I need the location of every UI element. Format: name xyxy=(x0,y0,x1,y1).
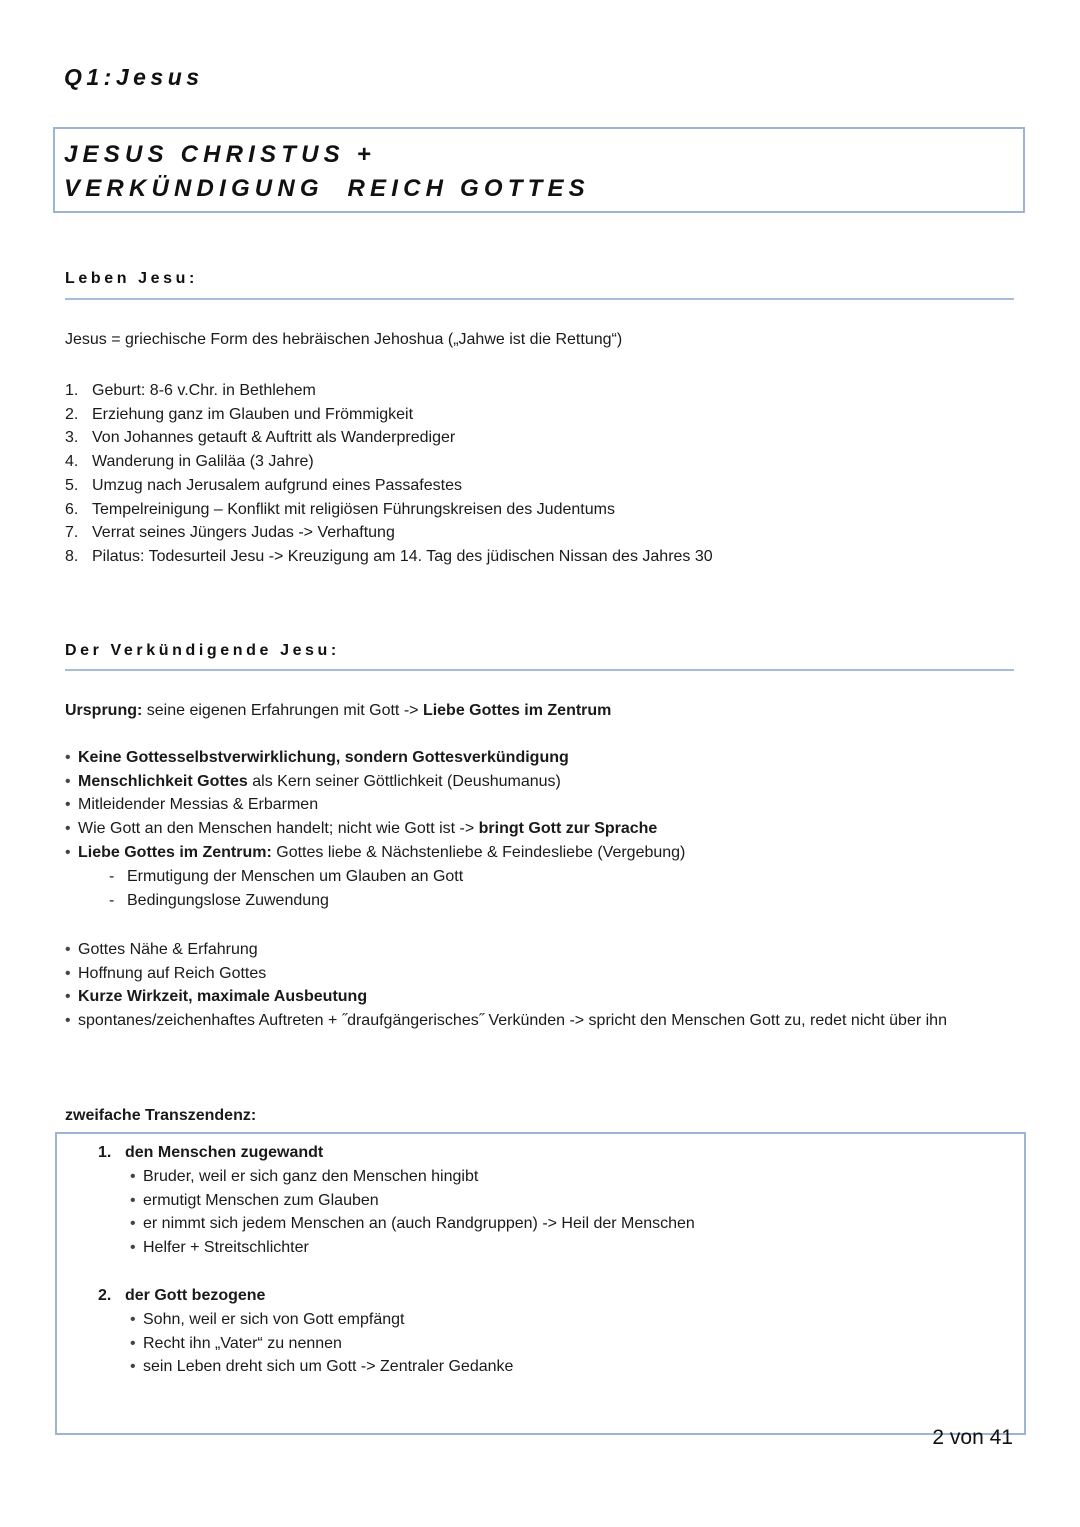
list-item: 7. Verrat seines Jüngers Judas -> Verhaftung xyxy=(65,524,395,542)
list-item: • spontanes/zeichenhaftes Auftreten + ˝draufgängerisches˝ Verkünden -> spricht den Menschen Gott zu, redet nicht über ihn xyxy=(65,1009,947,1033)
bullet-icon: • xyxy=(65,843,71,861)
dash-icon: - xyxy=(109,868,115,885)
leben-list xyxy=(65,379,713,569)
dash-icon: - xyxy=(109,891,115,909)
transzendenz-heading: zweifache Transzendenz: xyxy=(65,1107,257,1124)
list-item: - Bedingungslose Zuwendung xyxy=(109,889,463,913)
section-heading-verkuendigende: Der Verkündigende Jesu: xyxy=(65,642,340,659)
section-divider xyxy=(65,669,1014,671)
bullet-icon: • xyxy=(130,1215,136,1233)
bullet-icon: • xyxy=(65,988,71,1006)
list-item: • Kurze Wirkzeit, maximale Ausbeutung xyxy=(65,985,947,1009)
list-item: • Liebe Gottes im Zentrum: Gottes liebe & Nächstenliebe & Feindesliebe (Vergebung) xyxy=(65,841,685,865)
bullet-icon: • xyxy=(65,749,71,766)
list-item: 5. Umzug nach Jerusalem aufgrund eines Passafestes xyxy=(65,476,462,494)
list-item: • Gottes Nähe & Erfahrung xyxy=(65,938,947,962)
bullet-icon: • xyxy=(130,1334,136,1352)
section-divider xyxy=(65,298,1014,300)
main-title-line-2: VERKÜNDIGUNG REICH GOTTES xyxy=(64,175,590,202)
verkuendigende-bullets-1 xyxy=(65,746,685,865)
main-title-line-1: JESUS CHRISTUS + xyxy=(64,141,376,168)
page-number: 2 von 41 xyxy=(932,1426,1013,1449)
list-item: • Keine Gottesselbstverwirklichung, sondern Gottesverkündigung xyxy=(65,746,685,770)
transzendenz-group-title: 2. der Gott bezogene xyxy=(98,1287,266,1304)
list-item: 8. Pilatus: Todesurteil Jesu -> Kreuzigung am 14. Tag des jüdischen Nissan des Jahres 30 xyxy=(65,547,713,565)
list-item: • Wie Gott an den Menschen handelt; nicht wie Gott ist -> bringt Gott zur Sprache xyxy=(65,817,685,841)
list-item: 6. Tempelreinigung – Konflikt mit religiösen Führungskreisen des Judentums xyxy=(65,500,615,518)
bullet-icon: • xyxy=(130,1239,136,1257)
list-item: 3. Von Johannes getauft & Auftritt als Wanderprediger xyxy=(65,429,456,447)
bullet-icon: • xyxy=(65,772,71,790)
list-item: • ermutigt Menschen zum Glauben xyxy=(130,1189,695,1213)
list-item: 1. Geburt: 8-6 v.Chr. in Bethlehem xyxy=(65,382,316,399)
bullet-icon: • xyxy=(130,1168,136,1185)
transzendenz-group-1-items xyxy=(130,1165,695,1260)
list-item: • Hoffnung auf Reich Gottes xyxy=(65,962,947,986)
transzendenz-group-2-items xyxy=(130,1308,513,1379)
list-item: • er nimmt sich jedem Menschen an (auch Randgruppen) -> Heil der Menschen xyxy=(130,1212,695,1236)
list-item: - Ermutigung der Menschen um Glauben an Gott xyxy=(109,865,463,889)
section-heading-leben: Leben Jesu: xyxy=(65,270,198,287)
bullet-icon: • xyxy=(65,1012,71,1030)
list-item: • Mitleidender Messias & Erbarmen xyxy=(65,793,685,817)
bullet-icon: • xyxy=(130,1311,136,1328)
bullet-icon: • xyxy=(65,796,71,814)
list-item: 4. Wanderung in Galiläa (3 Jahre) xyxy=(65,453,314,471)
bullet-icon: • xyxy=(65,820,71,838)
ursprung-line: Ursprung: seine eigenen Erfahrungen mit Gott -> Liebe Gottes im Zentrum xyxy=(65,702,612,719)
bullet-icon: • xyxy=(65,964,71,982)
list-item: • sein Leben dreht sich um Gott -> Zentraler Gedanke xyxy=(130,1355,513,1379)
list-item: • Helfer + Streitschlichter xyxy=(130,1236,695,1260)
course-title: Q1:Jesus xyxy=(64,64,204,90)
leben-intro: Jesus = griechische Form des hebräischen Jehoshua („Jahwe ist die Rettung“) xyxy=(65,331,623,348)
list-item: • Bruder, weil er sich ganz den Menschen hingibt xyxy=(130,1165,695,1189)
list-item: • Menschlichkeit Gottes als Kern seiner Göttlichkeit (Deushumanus) xyxy=(65,770,685,794)
bullet-icon: • xyxy=(130,1358,136,1376)
bullet-icon: • xyxy=(130,1191,136,1209)
verkuendigende-subitems xyxy=(109,865,463,912)
verkuendigende-bullets-2 xyxy=(65,938,947,1033)
list-item: • Sohn, weil er sich von Gott empfängt xyxy=(130,1308,513,1332)
list-item: 2. Erziehung ganz im Glauben und Frömmigkeit xyxy=(65,405,414,423)
list-item: • Recht ihn „Vater“ zu nennen xyxy=(130,1332,513,1356)
transzendenz-group-title: 1. den Menschen zugewandt xyxy=(98,1144,324,1161)
bullet-icon: • xyxy=(65,941,71,958)
